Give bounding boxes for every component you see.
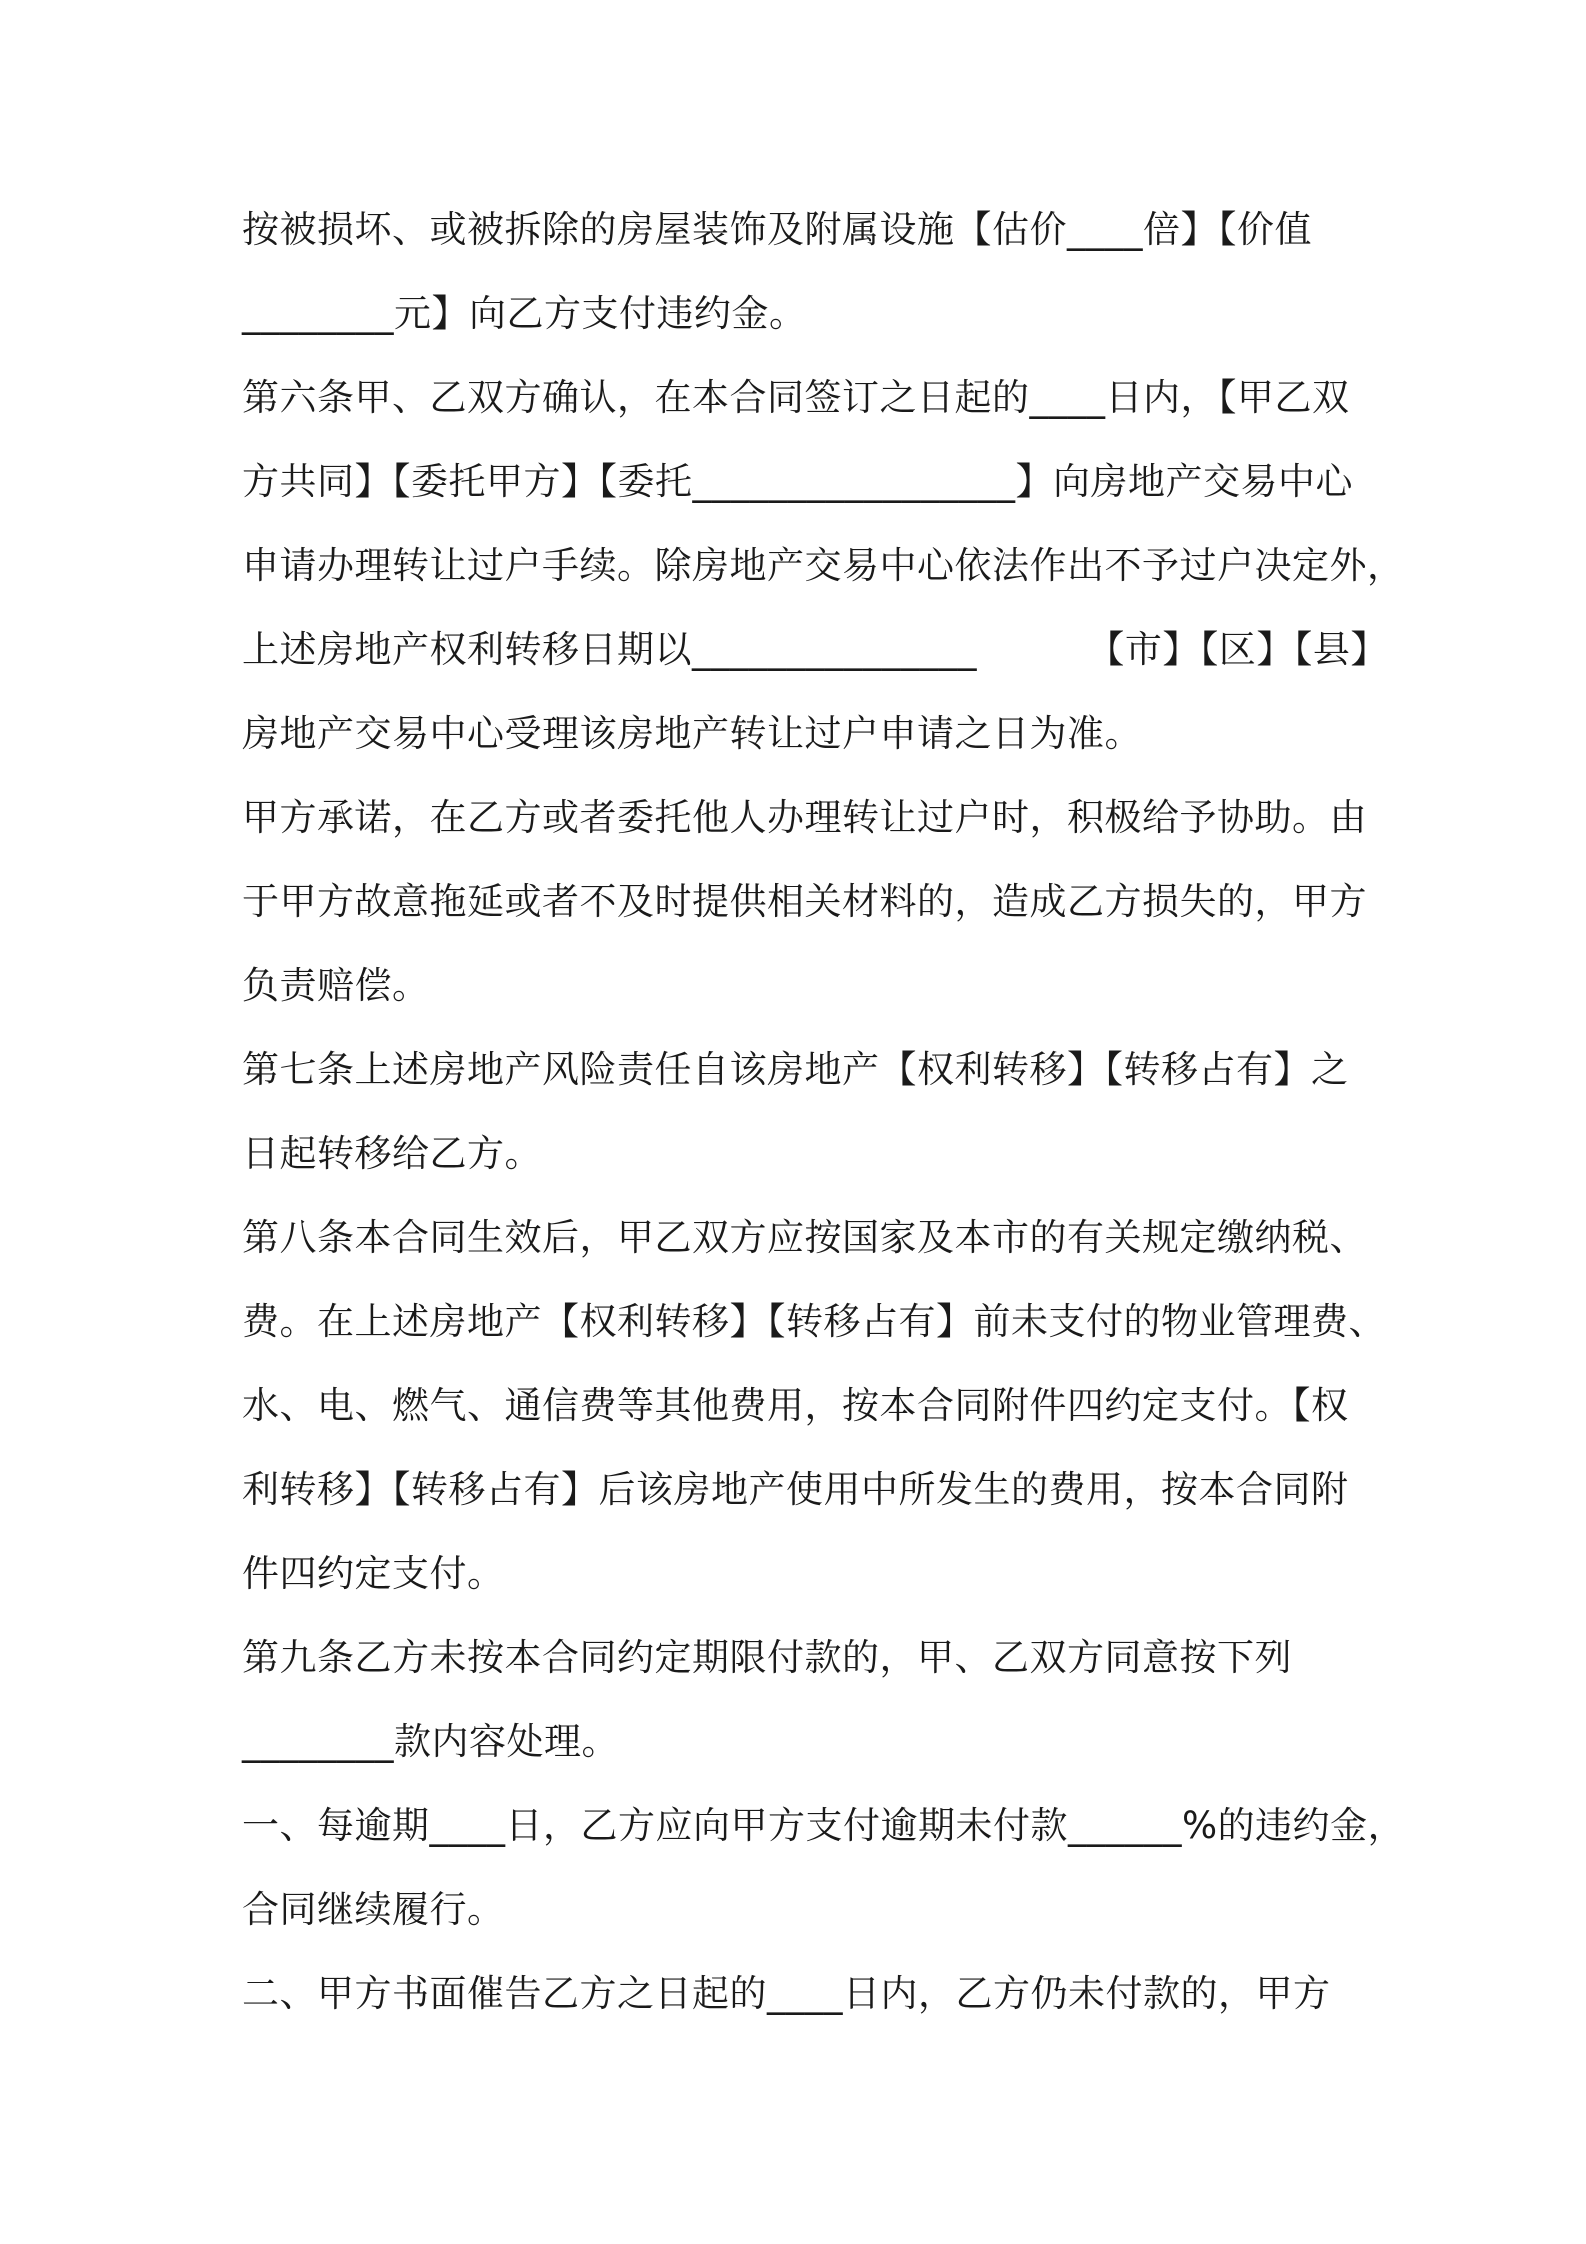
text-line: 上述房地产权利转移日期以_______________ 【市】【区】【县】	[242, 628, 1388, 671]
text-line: 第七条上述房地产风险责任自该房地产【权利转移】【转移占有】之	[242, 1048, 1349, 1091]
text-line: ________款内容处理。	[242, 1720, 619, 1763]
text-line: 利转移】【转移占有】后该房地产使用中所发生的费用，按本合同附	[242, 1468, 1349, 1511]
text-line: 二、甲方书面催告乙方之日起的____日内，乙方仍未付款的，甲方	[242, 1972, 1331, 2015]
text-line: 方共同】【委托甲方】【委托_________________】向房地产交易中心	[242, 460, 1353, 503]
text-line: 件四约定支付。	[242, 1552, 505, 1595]
text-line: 日起转移给乙方。	[242, 1132, 542, 1175]
text-line: 第九条乙方未按本合同约定期限付款的，甲、乙双方同意按下列	[242, 1636, 1292, 1679]
text-line: 房地产交易中心受理该房地产转让过户申请之日为准。	[242, 712, 1142, 755]
text-line: 按被损坏、或被拆除的房屋装饰及附属设施【估价____倍】【价值	[242, 208, 1312, 251]
text-line: 申请办理转让过户手续。除房地产交易中心依法作出不予过户决定外，	[242, 544, 1405, 587]
text-line: 甲方承诺，在乙方或者委托他人办理转让过户时，积极给予协助。由	[242, 796, 1367, 839]
text-line: 一、每逾期____日，乙方应向甲方支付逾期未付款______%的违约金，	[242, 1804, 1406, 1847]
text-line: 合同继续履行。	[242, 1888, 505, 1931]
text-line: 负责赔偿。	[242, 964, 430, 1007]
text-line: 水、电、燃气、通信费等其他费用，按本合同附件四约定支付。【权	[242, 1384, 1349, 1427]
text-line: 第六条甲、乙双方确认，在本合同签订之日起的____日内，【甲乙双	[242, 376, 1350, 419]
text-line: 于甲方故意拖延或者不及时提供相关材料的，造成乙方损失的，甲方	[242, 880, 1367, 923]
text-line: 第八条本合同生效后，甲乙双方应按国家及本市的有关规定缴纳税、	[242, 1216, 1367, 1259]
text-line: 费。在上述房地产【权利转移】【转移占有】前未支付的物业管理费、	[242, 1300, 1386, 1343]
text-line: ________元】向乙方支付违约金。	[242, 292, 807, 335]
